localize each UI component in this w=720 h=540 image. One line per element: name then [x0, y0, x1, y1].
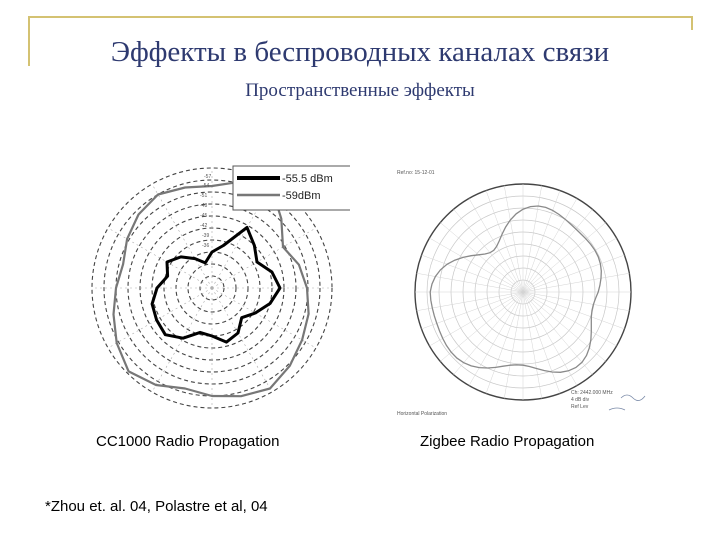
legend-box [233, 166, 350, 210]
frame-top-line [28, 16, 693, 18]
grid-spoke [212, 288, 316, 348]
frame-right-tick [691, 16, 693, 30]
svg-text:-39: -39 [202, 233, 210, 239]
ref-note: Ref.no: 15-12-01 [397, 170, 435, 176]
svg-text:-42: -42 [200, 223, 208, 229]
grid-spoke [212, 228, 316, 288]
svg-text:-51: -51 [200, 193, 208, 199]
handwritten-annotation [609, 395, 645, 410]
svg-text:-54: -54 [202, 183, 210, 189]
cc1000-polar-plot [90, 163, 350, 428]
svg-text:-48: -48 [200, 203, 208, 209]
svg-text:4 dB div: 4 dB div [571, 397, 590, 403]
svg-text:-36: -36 [202, 243, 210, 249]
info-block [571, 390, 645, 410]
caption-cc1000: CC1000 Radio Propagation [96, 433, 280, 450]
citation: *Zhou et. al. 04, Polastre et al, 04 [45, 498, 268, 515]
caption-zigbee: Zigbee Radio Propagation [420, 433, 595, 450]
slide-title: Эффекты в беспроводных каналах связи [110, 36, 610, 68]
svg-text:-45: -45 [200, 213, 208, 219]
svg-text:Ch: 2442.000 MHz: Ch: 2442.000 MHz [571, 390, 613, 396]
polarization-note: Horizontal Polarization [397, 411, 448, 417]
grid-spoke [152, 288, 212, 392]
legend-label-555: -55.5 dBm [282, 173, 333, 185]
trace-55-5dbm [152, 227, 280, 342]
zigbee-polar-plot [395, 160, 665, 425]
svg-text:-57: -57 [204, 174, 212, 180]
legend-label-59: -59dBm [282, 190, 321, 202]
svg-text:Ref Lev: Ref Lev [571, 404, 589, 410]
slide-subtitle: Пространственные эффекты [245, 80, 475, 101]
